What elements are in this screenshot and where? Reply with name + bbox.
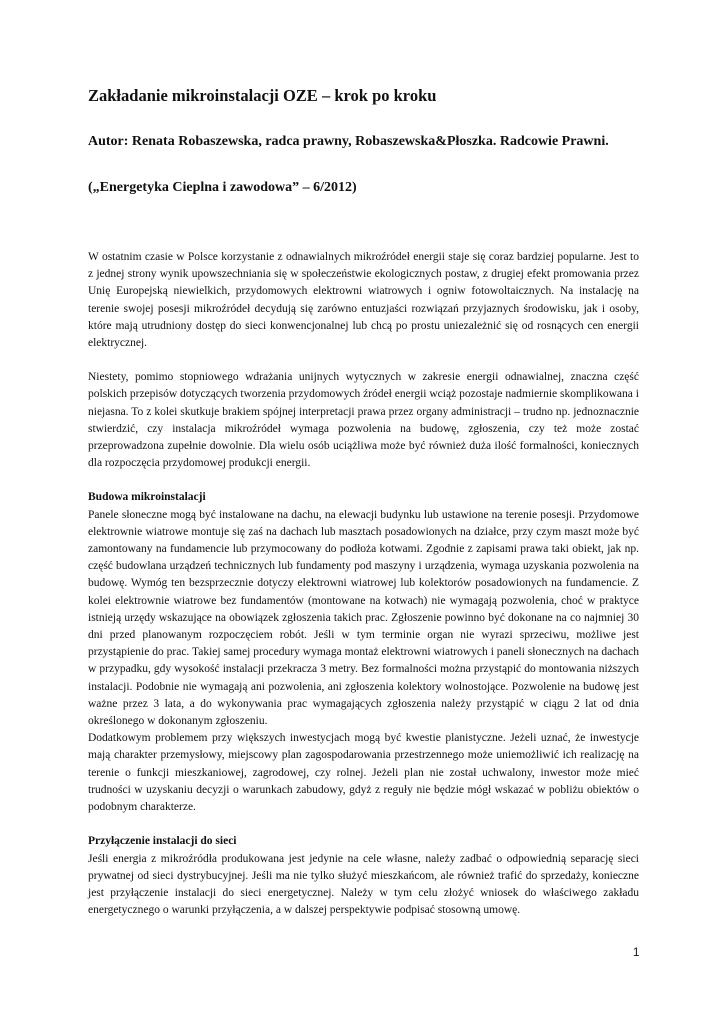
intro-paragraph: W ostatnim czasie w Polsce korzystanie z odnawialnych mikroźródeł energii staje się coraz bardziej popularne. Jest to z jednej strony wynik upowszechniania się w społeczeństwie ekologicznych postaw, z drugiej efekt promowania przez Unię Europejską niewielkich, przydomowych elektrowni wiatrowych i ogniw fotowoltaicznych. Na instalację na terenie swojej posesji mikroźródeł decydują się zarówno entuzjaści rozwiązań przyjaznych środowisku, jak i osoby, które mają utrudniony dostęp do sieci konwencjonalnej lub chcą po prostu uniezależnić się od rosnących cen energii elektrycznej. — [88, 251, 639, 350]
document-body — [88, 249, 639, 919]
section-heading-przylaczenie: Przyłączenie instalacji do sieci — [88, 835, 237, 848]
document-author: Autor: Renata Robaszewska, radca prawny, Robaszewska&Płoszka. Radcowie Prawni. — [88, 134, 609, 149]
section-heading-budowa: Budowa mikroinstalacji — [88, 491, 206, 504]
section-paragraph: Panele słoneczne mogą być instalowane na dachu, na elewacji budynku lub ustawione na terenie posesji. Przydomowe elektrownie wiatrowe montuje się zaś na dachach lub masztach posadowionych na działce, przy czym maszt może być zamontowany na fundamencie lub przymocowany do podłoża kotwami. Zgodnie z zapisami prawa taki obiekt, jak np. część budowlana urządzeń technicznych lub fundamenty pod maszyny i urządzenia, wymaga uzyskania pozwolenia na budowę. Wymóg ten bezsprzecznie dotyczy elektrowni wiatrowej lub kolektorów posadowionych na fundamencie. Z kolei elektrownie wiatrowe bez fundamentów (montowane na kotwach) nie wymagają pozwolenia, choć w praktyce istnieją urzędy wskazujące na obowiązek zgłoszenia takich prac. Zgłoszenie powinno być dokonane na co najmniej 30 dni przed planowanym rozpoczęciem robót. Jeśli w tym terminie organ nie wyrazi sprzeciwu, możliwe jest przystąpienie do prac. Takiej samej procedury wymaga montaż elektrowni wiatrowych i paneli słonecznych na dachach w przypadku, gdy wysokość instalacji przekracza 3 metry. Bez formalności można przystąpić do montowania niższych instalacji. Podobnie nie wymagają ani pozwolenia, ani zgłoszenia kolektory wolnostojące. Pozwolenie na budowę jest ważne przez 3 lata, a do wykonywania prac wymagających zgłoszenia należy przystąpić w ciągu 2 lat od dnia określonego w dokonanym zgłoszeniu. — [88, 508, 639, 728]
section-paragraph: Jeśli energia z mikroźródła produkowana jest jedynie na cele własne, należy zadbać o odpowiednią separację sieci prywatnej od sieci dystrybucyjnej. Jeśli ma nie tylko służyć mieszkańcom, ale również trafić do sprzedaży, konieczne jest przyłączenie instalacji do sieci energetycznej. Należy w tym celu złożyć wniosek do właściwego zakładu energetycznego o warunki przyłączenia, a w dalszej perspektywie podpisać stosowną umowę. — [88, 852, 639, 917]
page-number: 1 — [633, 947, 640, 959]
intro-paragraph: Niestety, pomimo stopniowego wdrażania unijnych wytycznych w zakresie energii odnawialnej, znaczna część polskich przepisów dotyczących tworzenia przydomowych źródeł energii wciąż pozostaje nadmiernie skomplikowana i niejasna. To z kolei skutkuje brakiem spójnej interpretacji prawa przez organy administracji – trudno np. jednoznacznie stwierdzić, czy instalacja mikroźródeł wymaga pozwolenia na budowę, zgłoszenia, czy też może zostać przeprowadzona zupełnie dowolnie. Dla wielu osób uciążliwa może być również duża ilość formalności, koniecznych dla rozpoczęcia przydomowej produkcji energii. — [88, 371, 639, 470]
document-title: Zakładanie mikroinstalacji OZE – krok po kroku — [88, 86, 437, 105]
document-source: („Energetyka Cieplna i zawodowa” – 6/2012) — [88, 180, 357, 195]
section-paragraph: Dodatkowym problemem przy większych inwestycjach mogą być kwestie planistyczne. Jeżeli uznać, że inwestycje mają charakter przemysłowy, miejscowy plan zagospodarowania przestrzennego może uniemożliwić ich realizację na terenie o funkcji mieszkaniowej, zagrodowej, czy rolnej. Jeżeli plan nie został uchwalony, inwestor może mieć trudności w uzyskaniu decyzji o warunkach zabudowy, gdyż z reguły nie będzie mógł wskazać w pobliżu obiektów o podobnym charakterze. — [88, 732, 639, 814]
document-page — [88, 0, 639, 1024]
